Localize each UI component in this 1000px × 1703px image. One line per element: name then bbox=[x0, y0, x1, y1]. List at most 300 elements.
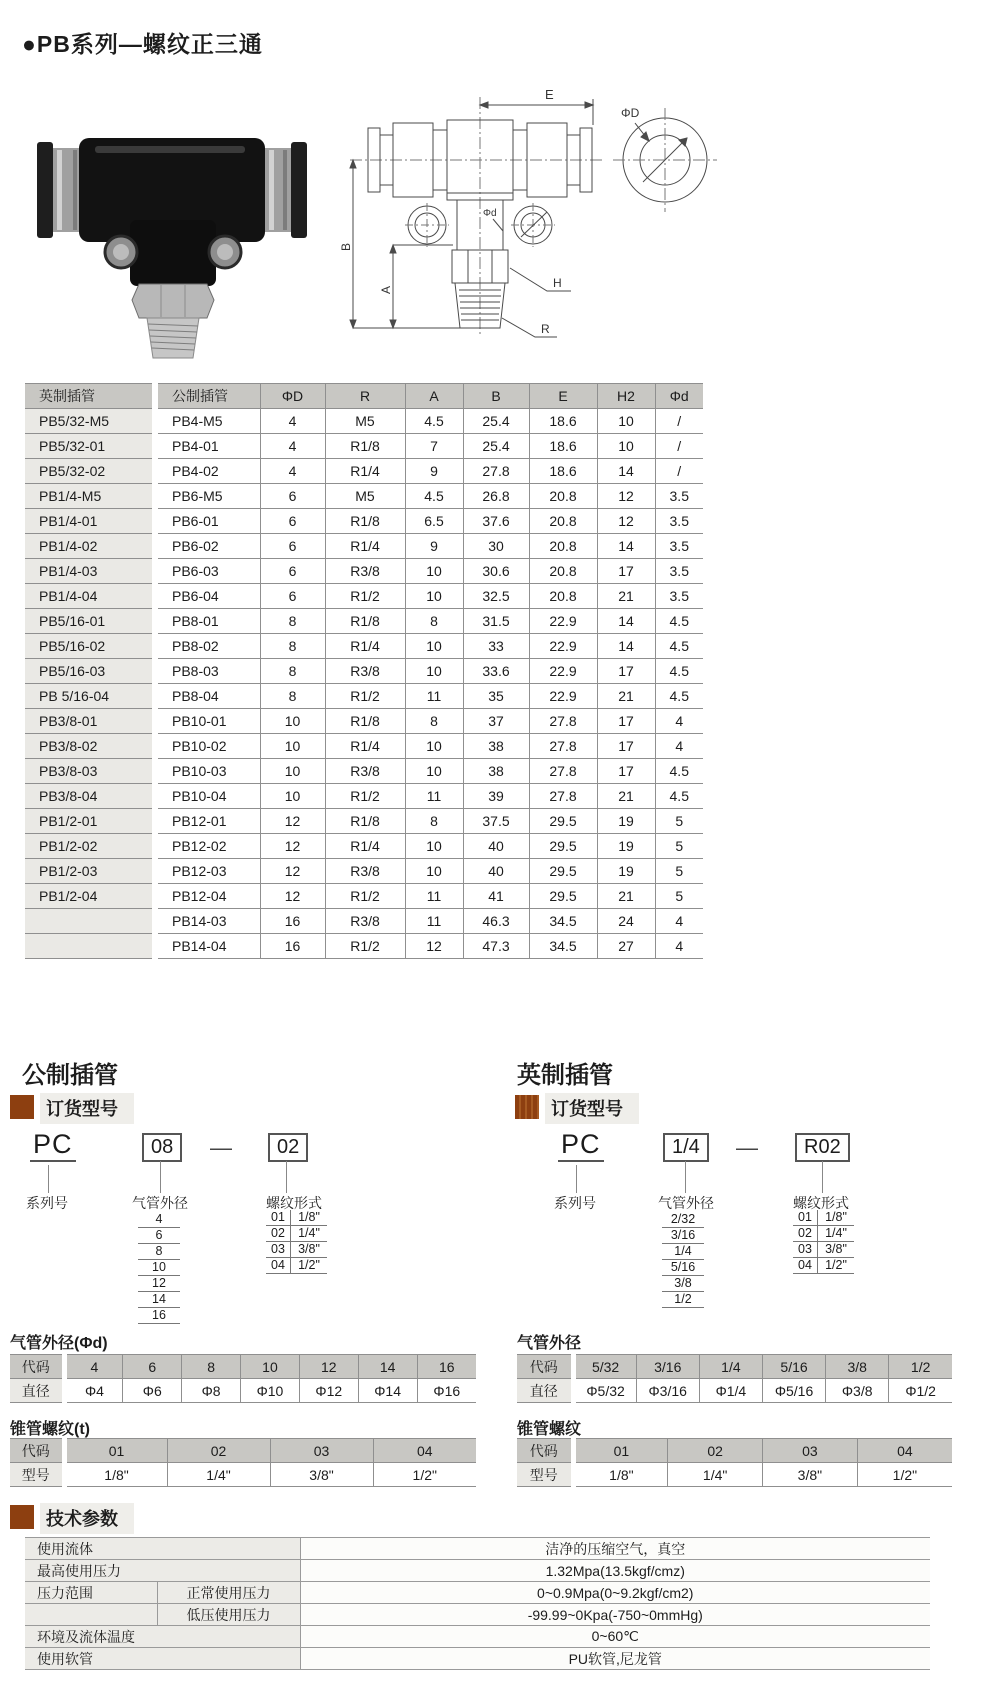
cell: 20.8 bbox=[529, 559, 597, 584]
cell: Φ3/8 bbox=[826, 1379, 889, 1403]
table-row bbox=[517, 1463, 952, 1487]
tech-params-title: 技术参数 bbox=[40, 1503, 134, 1534]
cell: R1/2 bbox=[325, 934, 405, 959]
technical-drawing bbox=[335, 85, 925, 370]
cell: R1/8 bbox=[325, 809, 405, 834]
cell: PB5/32-M5 bbox=[25, 409, 155, 434]
cell: 8 bbox=[405, 609, 463, 634]
metric-od-table-title: 气管外径(Φd) bbox=[10, 1335, 108, 1352]
cell: PB1/4-03 bbox=[25, 559, 155, 584]
cell: 4 bbox=[64, 1355, 123, 1379]
cell: 37 bbox=[463, 709, 529, 734]
cell: 22.9 bbox=[529, 634, 597, 659]
table-row bbox=[25, 509, 703, 534]
cell: 01 bbox=[64, 1439, 167, 1463]
table-row bbox=[25, 934, 703, 959]
thread-form-code: 03 bbox=[793, 1242, 818, 1257]
cell: Φ10 bbox=[241, 1379, 300, 1403]
cell: 14 bbox=[358, 1355, 417, 1379]
table-row bbox=[25, 1560, 930, 1582]
dim-label-a: A bbox=[379, 285, 393, 294]
cell: PB3/8-01 bbox=[25, 709, 155, 734]
cell: PB3/8-03 bbox=[25, 759, 155, 784]
cell: 10 bbox=[405, 584, 463, 609]
cell: 7 bbox=[405, 434, 463, 459]
cell: 1/2" bbox=[857, 1463, 952, 1487]
section-marker-icon bbox=[10, 1505, 34, 1529]
cell: 20.8 bbox=[529, 534, 597, 559]
dimension-table bbox=[25, 383, 703, 959]
cell: PB6-03 bbox=[155, 559, 260, 584]
cell: PB12-01 bbox=[155, 809, 260, 834]
thread-form-row bbox=[266, 1226, 327, 1242]
cell: 39 bbox=[463, 784, 529, 809]
thread-form-size: 1/8" bbox=[825, 1210, 847, 1224]
connector-line bbox=[286, 1161, 287, 1193]
order-code-series: PC bbox=[30, 1129, 76, 1162]
series-label: 系列号 bbox=[26, 1195, 68, 1211]
cell: 4 bbox=[260, 434, 325, 459]
order-code-label: 订货型号 bbox=[545, 1093, 639, 1124]
thread-form-code: 02 bbox=[266, 1226, 291, 1241]
cell: 10 bbox=[260, 709, 325, 734]
table-row bbox=[25, 884, 703, 909]
table-row bbox=[25, 634, 703, 659]
cell: R1/2 bbox=[325, 684, 405, 709]
tube-od-option: 14 bbox=[138, 1292, 180, 1308]
cell: 12 bbox=[405, 934, 463, 959]
tube-od-label: 气管外径 bbox=[132, 1195, 188, 1211]
cell: 3.5 bbox=[655, 484, 703, 509]
cell: 29.5 bbox=[529, 809, 597, 834]
param-value: 洁净的压缩空气，真空 bbox=[300, 1538, 930, 1560]
column-header: 公制插管 bbox=[155, 384, 260, 409]
cell: PB8-02 bbox=[155, 634, 260, 659]
table-row bbox=[25, 809, 703, 834]
tube-od-options bbox=[662, 1212, 704, 1308]
cell: 40 bbox=[463, 834, 529, 859]
cell: 33 bbox=[463, 634, 529, 659]
cell: 40 bbox=[463, 859, 529, 884]
thread-form-code: 04 bbox=[266, 1258, 291, 1273]
cell: Φ4 bbox=[64, 1379, 123, 1403]
cell: M5 bbox=[325, 409, 405, 434]
cell: R1/2 bbox=[325, 784, 405, 809]
imperial-od-table-title: 气管外径 bbox=[517, 1335, 582, 1352]
thread-form-size: 1/8" bbox=[298, 1210, 320, 1224]
thread-form-row bbox=[266, 1242, 327, 1258]
table-row bbox=[517, 1355, 952, 1379]
cell: Φ8 bbox=[182, 1379, 241, 1403]
table-row bbox=[10, 1463, 476, 1487]
cell: 11 bbox=[405, 909, 463, 934]
table-row bbox=[25, 534, 703, 559]
cell: 10 bbox=[260, 759, 325, 784]
cell: PB10-04 bbox=[155, 784, 260, 809]
cell: PB1/4-02 bbox=[25, 534, 155, 559]
tube-od-option: 5/16 bbox=[662, 1260, 704, 1276]
cell: Φ3/16 bbox=[636, 1379, 699, 1403]
cell: 3/16 bbox=[636, 1355, 699, 1379]
cell: PB14-03 bbox=[155, 909, 260, 934]
cell: 1/4 bbox=[699, 1355, 762, 1379]
cell: PB6-02 bbox=[155, 534, 260, 559]
cell: 4.5 bbox=[655, 759, 703, 784]
thread-form-size: 1/4" bbox=[298, 1226, 320, 1240]
tube-od-option: 6 bbox=[138, 1228, 180, 1244]
thread-form-row bbox=[793, 1242, 854, 1258]
cell: 14 bbox=[597, 609, 655, 634]
table-row bbox=[25, 759, 703, 784]
param-value: PU软管,尼龙管 bbox=[300, 1648, 930, 1670]
cell: PB5/16-02 bbox=[25, 634, 155, 659]
cell: 3/8" bbox=[763, 1463, 858, 1487]
column-header: 英制插管 bbox=[25, 384, 155, 409]
dim-label-phid: Φd bbox=[483, 208, 497, 219]
thread-form-row bbox=[793, 1258, 854, 1274]
cell: 6 bbox=[260, 534, 325, 559]
cell: 26.8 bbox=[463, 484, 529, 509]
cell: 21 bbox=[597, 784, 655, 809]
cell: / bbox=[655, 409, 703, 434]
cell: 6 bbox=[123, 1355, 182, 1379]
tube-od-option: 16 bbox=[138, 1308, 180, 1324]
cell bbox=[25, 909, 155, 934]
cell: 8 bbox=[182, 1355, 241, 1379]
cell: Φ1/4 bbox=[699, 1379, 762, 1403]
thread-form-row bbox=[793, 1226, 854, 1242]
metric-ordering-section bbox=[0, 1055, 460, 1335]
cell: 22.9 bbox=[529, 659, 597, 684]
order-code-series: PC bbox=[558, 1129, 604, 1162]
cell: 04 bbox=[373, 1439, 476, 1463]
cell: R1/8 bbox=[325, 609, 405, 634]
cell: 38 bbox=[463, 734, 529, 759]
cell: 19 bbox=[597, 809, 655, 834]
cell: PB1/2-01 bbox=[25, 809, 155, 834]
column-header: B bbox=[463, 384, 529, 409]
cell: PB1/2-04 bbox=[25, 884, 155, 909]
cell: 10 bbox=[405, 634, 463, 659]
cell: 20.8 bbox=[529, 584, 597, 609]
order-code-thread: R02 bbox=[795, 1133, 850, 1162]
cell: 10 bbox=[405, 759, 463, 784]
cell: 10 bbox=[405, 859, 463, 884]
cell: PB12-04 bbox=[155, 884, 260, 909]
cell: 4 bbox=[655, 709, 703, 734]
cell: 9 bbox=[405, 534, 463, 559]
cell: 3.5 bbox=[655, 559, 703, 584]
order-code-dash: — bbox=[210, 1135, 232, 1160]
cell: 5 bbox=[655, 859, 703, 884]
cell: Φ5/16 bbox=[762, 1379, 825, 1403]
row-label: 代码 bbox=[517, 1355, 573, 1379]
thread-form-size: 1/2" bbox=[825, 1258, 847, 1272]
cell: 21 bbox=[597, 884, 655, 909]
cell: 1/8" bbox=[573, 1463, 668, 1487]
cell: 5/32 bbox=[573, 1355, 636, 1379]
cell: 41 bbox=[463, 884, 529, 909]
thread-form-code: 02 bbox=[793, 1226, 818, 1241]
cell: PB8-01 bbox=[155, 609, 260, 634]
dimension-table-header bbox=[25, 384, 703, 409]
cell: 4.5 bbox=[655, 609, 703, 634]
row-label: 直径 bbox=[10, 1379, 64, 1403]
cell: 29.5 bbox=[529, 859, 597, 884]
metric-thread-table-title: 锥管螺纹(t) bbox=[10, 1421, 90, 1438]
order-code-thread: 02 bbox=[268, 1133, 308, 1162]
cell: 14 bbox=[597, 459, 655, 484]
tube-od-option: 1/2 bbox=[662, 1292, 704, 1308]
table-row bbox=[25, 1538, 930, 1560]
imperial-ordering-section bbox=[460, 1055, 1000, 1335]
cell: Φ6 bbox=[123, 1379, 182, 1403]
cell: 29.5 bbox=[529, 834, 597, 859]
cell: 34.5 bbox=[529, 934, 597, 959]
cell: 8 bbox=[405, 709, 463, 734]
cell: 10 bbox=[597, 409, 655, 434]
imperial-thread-table-title: 锥管螺纹 bbox=[517, 1421, 582, 1438]
cell: 4.5 bbox=[405, 484, 463, 509]
tube-od-option: 3/8 bbox=[662, 1276, 704, 1292]
cell: PB4-02 bbox=[155, 459, 260, 484]
section-marker-icon bbox=[10, 1095, 34, 1119]
thread-form-code: 01 bbox=[266, 1210, 291, 1225]
cell: 6 bbox=[260, 484, 325, 509]
cell: 11 bbox=[405, 784, 463, 809]
cell: 20.8 bbox=[529, 509, 597, 534]
table-row bbox=[25, 659, 703, 684]
page-title: ●PB系列—螺纹正三通 bbox=[22, 31, 263, 57]
cell: 4 bbox=[260, 409, 325, 434]
cell: 12 bbox=[597, 484, 655, 509]
cell: 4.5 bbox=[405, 409, 463, 434]
cell: PB6-M5 bbox=[155, 484, 260, 509]
cell: 1/4" bbox=[668, 1463, 763, 1487]
tube-od-options bbox=[138, 1212, 180, 1324]
cell: R1/8 bbox=[325, 709, 405, 734]
cell: 17 bbox=[597, 709, 655, 734]
cell: 1/8" bbox=[64, 1463, 167, 1487]
cell: 5 bbox=[655, 884, 703, 909]
cell: PB12-02 bbox=[155, 834, 260, 859]
table-row bbox=[25, 734, 703, 759]
cell: 03 bbox=[763, 1439, 858, 1463]
cell bbox=[25, 934, 155, 959]
cell: 21 bbox=[597, 584, 655, 609]
cell: 27 bbox=[597, 934, 655, 959]
row-label: 型号 bbox=[517, 1463, 573, 1487]
cell: 6 bbox=[260, 509, 325, 534]
series-label: 系列号 bbox=[554, 1195, 596, 1211]
cell: 20.8 bbox=[529, 484, 597, 509]
table-row bbox=[25, 1582, 930, 1604]
cell: R1/4 bbox=[325, 634, 405, 659]
cell: PB10-02 bbox=[155, 734, 260, 759]
table-row bbox=[25, 459, 703, 484]
connector-line bbox=[822, 1161, 823, 1193]
column-header: H2 bbox=[597, 384, 655, 409]
cell: PB5/32-01 bbox=[25, 434, 155, 459]
column-header: ΦD bbox=[260, 384, 325, 409]
cell: PB1/4-01 bbox=[25, 509, 155, 534]
cell: PB8-04 bbox=[155, 684, 260, 709]
cell: PB3/8-04 bbox=[25, 784, 155, 809]
cell: 27.8 bbox=[529, 784, 597, 809]
cell: 02 bbox=[668, 1439, 763, 1463]
cell: 37.5 bbox=[463, 809, 529, 834]
cell: 34.5 bbox=[529, 909, 597, 934]
table-row bbox=[25, 709, 703, 734]
param-sublabel: 低压使用压力 bbox=[157, 1604, 300, 1626]
cell: 21 bbox=[597, 684, 655, 709]
param-label: 使用流体 bbox=[25, 1538, 300, 1560]
table-row bbox=[25, 909, 703, 934]
cell: 25.4 bbox=[463, 434, 529, 459]
cell: R1/4 bbox=[325, 734, 405, 759]
cell: PB10-03 bbox=[155, 759, 260, 784]
cell: 4 bbox=[260, 459, 325, 484]
cell: PB14-04 bbox=[155, 934, 260, 959]
table-row bbox=[25, 1648, 930, 1670]
imperial-od-table bbox=[517, 1354, 952, 1403]
cell: PB5/16-01 bbox=[25, 609, 155, 634]
row-label: 直径 bbox=[517, 1379, 573, 1403]
order-code-size: 1/4 bbox=[663, 1133, 709, 1162]
thread-form-label: 螺纹形式 bbox=[266, 1195, 322, 1211]
cell: R1/2 bbox=[325, 884, 405, 909]
cell: 17 bbox=[597, 659, 655, 684]
cell: 19 bbox=[597, 859, 655, 884]
param-label: 环境及流体温度 bbox=[25, 1626, 300, 1648]
table-row bbox=[10, 1355, 476, 1379]
connector-line bbox=[576, 1165, 577, 1193]
cell: 5/16 bbox=[762, 1355, 825, 1379]
cell: 30 bbox=[463, 534, 529, 559]
cell: 11 bbox=[405, 684, 463, 709]
table-row bbox=[517, 1439, 952, 1463]
cell: 11 bbox=[405, 884, 463, 909]
column-header: R bbox=[325, 384, 405, 409]
cell: Φ1/2 bbox=[889, 1379, 952, 1403]
cell: 3.5 bbox=[655, 509, 703, 534]
cell: 9 bbox=[405, 459, 463, 484]
tube-od-option: 2/32 bbox=[662, 1212, 704, 1228]
tube-od-option: 10 bbox=[138, 1260, 180, 1276]
dim-label-r: R bbox=[541, 322, 550, 336]
thread-form-row bbox=[266, 1258, 327, 1274]
thread-form-size: 1/4" bbox=[825, 1226, 847, 1240]
thread-form-options bbox=[266, 1210, 327, 1274]
column-header: A bbox=[405, 384, 463, 409]
cell: 27.8 bbox=[529, 709, 597, 734]
cell: R1/4 bbox=[325, 459, 405, 484]
cell: 4 bbox=[655, 734, 703, 759]
metric-thread-table bbox=[10, 1438, 476, 1487]
cell: R1/8 bbox=[325, 434, 405, 459]
cell: R1/4 bbox=[325, 834, 405, 859]
cell: 14 bbox=[597, 634, 655, 659]
cell: PB1/4-M5 bbox=[25, 484, 155, 509]
param-label bbox=[25, 1604, 157, 1626]
connector-line bbox=[160, 1161, 161, 1193]
cell: PB1/2-03 bbox=[25, 859, 155, 884]
cell: 4.5 bbox=[655, 784, 703, 809]
cell: 03 bbox=[270, 1439, 373, 1463]
cell: 35 bbox=[463, 684, 529, 709]
table-row bbox=[25, 409, 703, 434]
tube-od-option: 1/4 bbox=[662, 1244, 704, 1260]
param-label: 压力范围 bbox=[25, 1582, 157, 1604]
param-value: 1.32Mpa(13.5kgf/cmz) bbox=[300, 1560, 930, 1582]
thread-form-code: 04 bbox=[793, 1258, 818, 1273]
cell: 04 bbox=[857, 1439, 952, 1463]
table-row bbox=[25, 859, 703, 884]
tube-od-label: 气管外径 bbox=[658, 1195, 714, 1211]
cell: Φ12 bbox=[299, 1379, 358, 1403]
cell: 6.5 bbox=[405, 509, 463, 534]
cell: 30.6 bbox=[463, 559, 529, 584]
cell: PB12-03 bbox=[155, 859, 260, 884]
column-header: Φd bbox=[655, 384, 703, 409]
cell: 6 bbox=[260, 584, 325, 609]
cell: 18.6 bbox=[529, 434, 597, 459]
param-value: 0~0.9Mpa(0~9.2kgf/cm2) bbox=[300, 1582, 930, 1604]
cell: 19 bbox=[597, 834, 655, 859]
cell: 12 bbox=[260, 834, 325, 859]
thread-form-label: 螺纹形式 bbox=[793, 1195, 849, 1211]
thread-form-size: 3/8" bbox=[298, 1242, 320, 1256]
cell: 10 bbox=[405, 834, 463, 859]
column-header: E bbox=[529, 384, 597, 409]
cell: 32.5 bbox=[463, 584, 529, 609]
cell: M5 bbox=[325, 484, 405, 509]
cell: 38 bbox=[463, 759, 529, 784]
row-label: 代码 bbox=[517, 1439, 573, 1463]
thread-form-code: 01 bbox=[793, 1210, 818, 1225]
cell: PB1/4-04 bbox=[25, 584, 155, 609]
cell: 12 bbox=[299, 1355, 358, 1379]
thread-form-row bbox=[793, 1210, 854, 1226]
table-row bbox=[10, 1439, 476, 1463]
cell: Φ16 bbox=[417, 1379, 476, 1403]
cell: 4 bbox=[655, 934, 703, 959]
thread-form-options bbox=[793, 1210, 854, 1274]
table-row bbox=[25, 434, 703, 459]
thread-form-code: 03 bbox=[266, 1242, 291, 1257]
table-row bbox=[25, 609, 703, 634]
table-row bbox=[25, 559, 703, 584]
cell: 3.5 bbox=[655, 584, 703, 609]
cell: 8 bbox=[260, 684, 325, 709]
cell: PB4-M5 bbox=[155, 409, 260, 434]
thread-form-size: 1/2" bbox=[298, 1258, 320, 1272]
table-row bbox=[10, 1379, 476, 1403]
cell: 37.6 bbox=[463, 509, 529, 534]
cell: 1/2 bbox=[889, 1355, 952, 1379]
row-label: 代码 bbox=[10, 1439, 64, 1463]
cell: 22.9 bbox=[529, 684, 597, 709]
table-row bbox=[25, 784, 703, 809]
row-label: 代码 bbox=[10, 1355, 64, 1379]
cell: 16 bbox=[417, 1355, 476, 1379]
cell: R1/4 bbox=[325, 534, 405, 559]
cell: 3/8" bbox=[270, 1463, 373, 1487]
table-row bbox=[25, 484, 703, 509]
cell: 10 bbox=[405, 559, 463, 584]
cell: R3/8 bbox=[325, 659, 405, 684]
cell: Φ5/32 bbox=[573, 1379, 636, 1403]
